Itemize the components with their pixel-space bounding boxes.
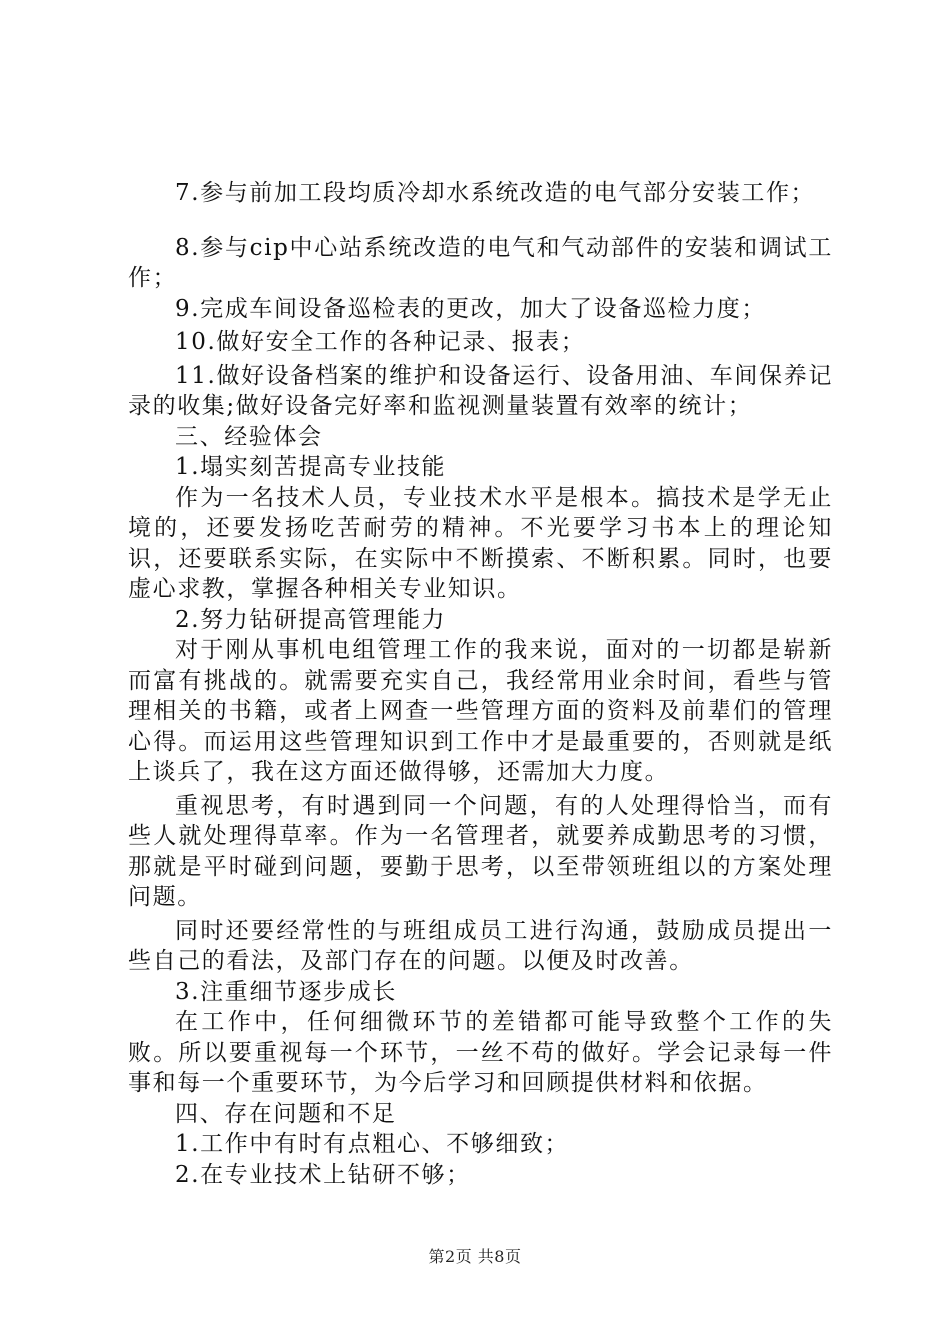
list-item-8: 8.参与cip中心站系统改造的电气和气动部件的安装和调试工作；	[128, 234, 833, 291]
list-item-11: 11.做好设备档案的维护和设备运行、设备用油、车间保养记录的收集;做好设备完好率和监视测量装置有效率的统计；	[128, 362, 833, 419]
paragraph-thinking: 重视思考，有时遇到同一个问题，有的人处理得恰当，而有些人就处理得草率。作为一名管理者，就要养成勤思考的习惯，那就是平时碰到问题，要勤于思考，以至带领班组以的方案处理问题。	[128, 792, 833, 910]
list-item-7: 7.参与前加工段均质冷却水系统改造的电气部分安装工作；	[175, 180, 816, 206]
document-body	[128, 178, 833, 1190]
subheading-professional-skills: 1.塌实刻苦提高专业技能	[175, 454, 447, 480]
section-heading-problems: 四、存在问题和不足	[175, 1100, 397, 1127]
paragraph-professional-skills: 作为一名技术人员，专业技术水平是根本。搞技术是学无止境的，还要发扬吃苦耐劳的精神。不光要学习书本上的理论知识，还要联系实际，在实际中不断摸索、不断积累。同时，也要虚心求教，掌握各种相关专业知识。	[128, 484, 833, 602]
list-item-10: 10.做好安全工作的各种记录、报表；	[175, 329, 586, 355]
list-item-9: 9.完成车间设备巡检表的更改，加大了设备巡检力度；	[175, 295, 766, 322]
paragraph-management-ability: 对于刚从事机电组管理工作的我来说，面对的一切都是崭新而富有挑战的。就需要充实自己，我经常用业余时间，看些与管理相关的书籍，或者上网查一些管理方面的资料及前辈们的管理心得。而运用这些管理知识到工作中才是最重要的，否则就是纸上谈兵了，我在这方面还做得够，还需加大力度。	[128, 637, 833, 785]
paragraph-communication: 同时还要经常性的与班组成员工进行沟通，鼓励成员提出一些自己的看法，及部门存在的问题。以便及时改善。	[128, 917, 833, 974]
section-heading-experience: 三、经验体会	[175, 423, 323, 450]
subheading-attention-detail: 3.注重细节逐步成长	[175, 978, 397, 1005]
page-number-footer: 第2页 共8页	[428, 1247, 522, 1266]
problem-item-1: 1.工作中有时有点粗心、不够细致；	[175, 1131, 570, 1157]
paragraph-attention-detail: 在工作中，任何细微环节的差错都可能导致整个工作的失败。所以要重视每一个环节，一丝不苟的做好。学会记录每一件事和每一个重要环节，为今后学习和回顾提供材料和依据。	[128, 1009, 833, 1096]
problem-item-2: 2.在专业技术上钻研不够；	[175, 1161, 471, 1188]
subheading-management-ability: 2.努力钻研提高管理能力	[175, 606, 447, 633]
